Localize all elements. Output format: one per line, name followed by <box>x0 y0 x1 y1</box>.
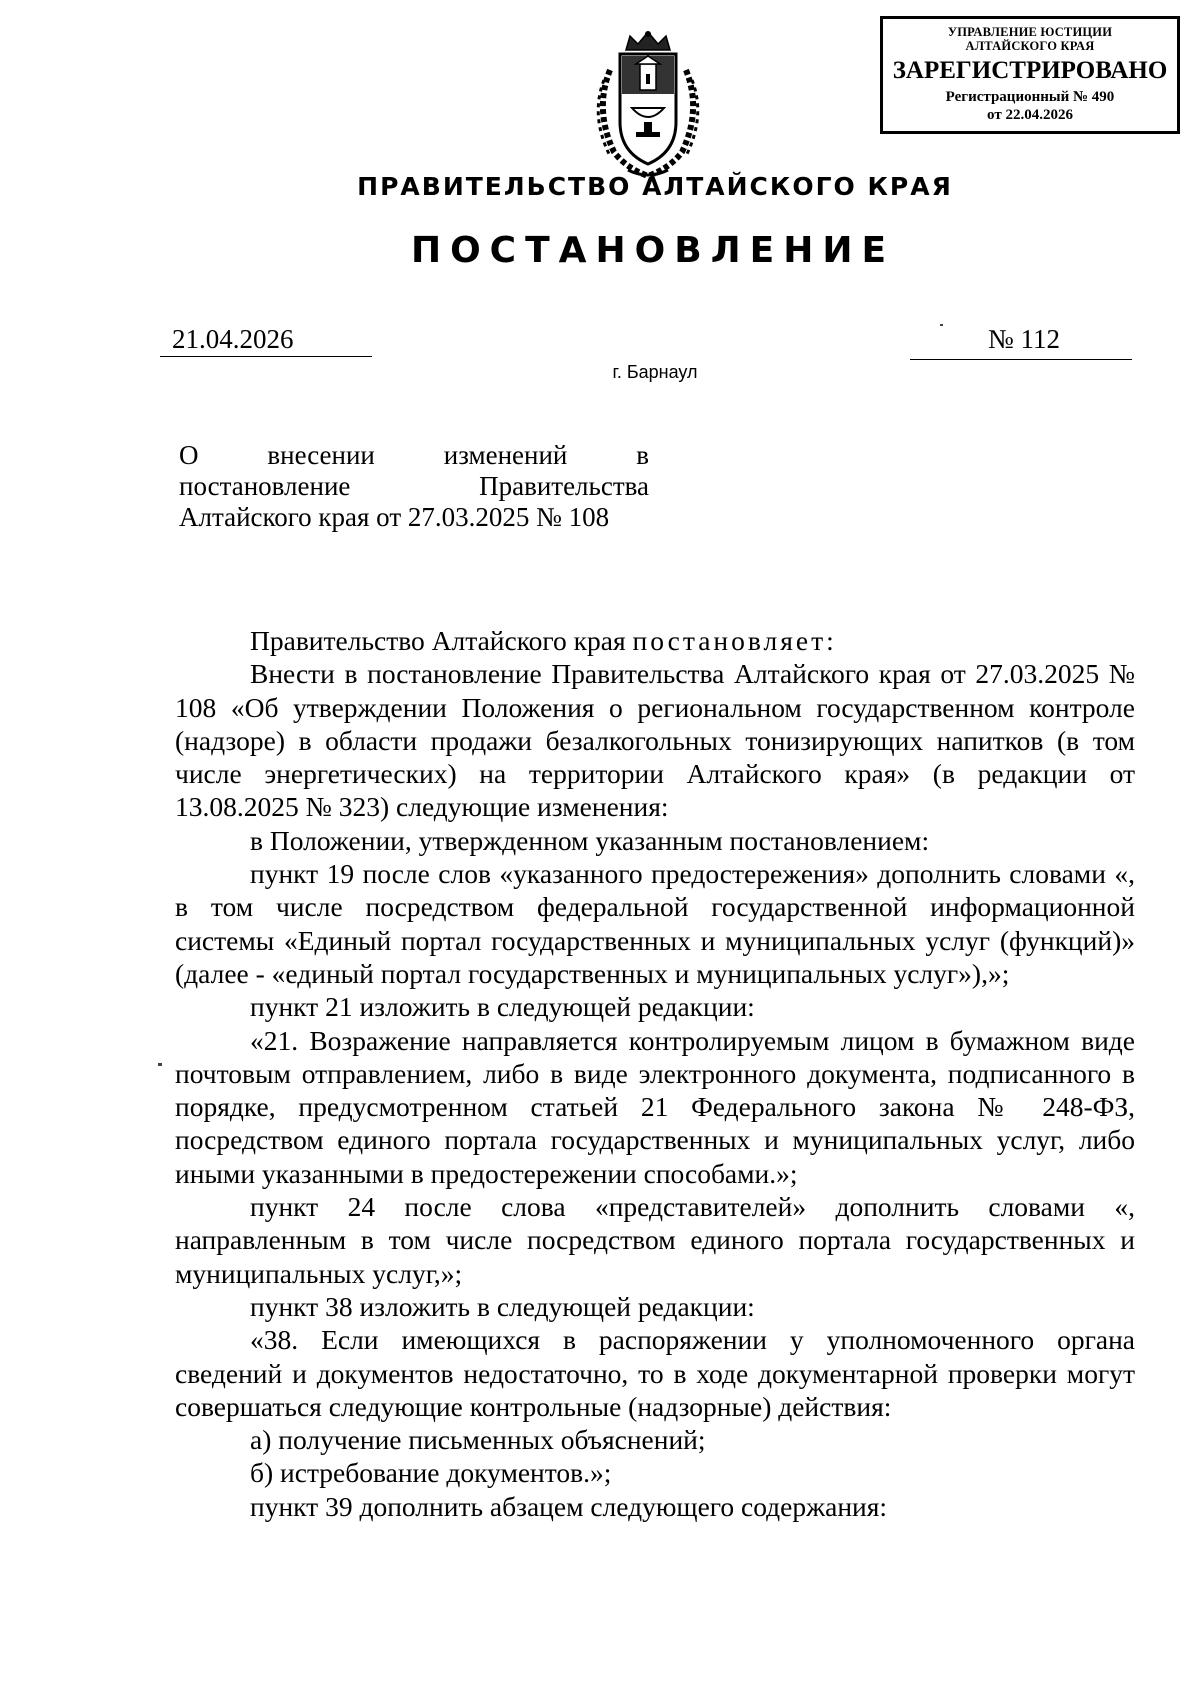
body-intro-text: Правительство Алтайского края <box>250 625 633 656</box>
city-name: г. Барнаул <box>612 362 698 382</box>
body-paragraph: а) получение письменных объяснений; <box>250 1424 706 1456</box>
body-intro-decree-word: постановляет: <box>632 625 837 656</box>
document-date: 21.04.2026 <box>172 324 294 354</box>
body-paragraph: «38. Если имеющихся в распоряжении у уполномоченного органа сведений и документов недостаточно, то в ходе документарной проверки могут совершаться следующие контрольные (надзорные) действия: <box>175 1324 1135 1422</box>
stamp-authority-line-1: УПРАВЛЕНИЕ ЮСТИЦИИ <box>947 25 1113 39</box>
body-paragraph: Внести в постановление Правительства Алтайского края от 27.03.2025 № 108 «Об утверждении Положения о региональном государственном контроле (надзоре) в области продажи безалкогольных тонизирующих напитков (в том числе энергетических) на территории Алтайского края» (в редакции от 13.08.2025 № 323) следующие изменения: <box>175 658 1135 823</box>
body-paragraph: «21. Возражение направляется контролируемым лицом в бумажном виде почтовым отправлением, либо в виде электронного документа, подписанного в порядке, предусмотренном статьей 21 Федерального закона № 248-ФЗ, посредством единого портала государственных и муниципальных услуг, либо иными указанными в предостережении способами.»; <box>175 1024 1135 1189</box>
registration-stamp <box>880 16 1180 134</box>
stamp-authority-line-2: АЛТАЙСКОГО КРАЯ <box>965 39 1095 53</box>
document-subject <box>179 440 649 533</box>
body-paragraph: пункт 21 изложить в следующей редакции: <box>250 991 755 1023</box>
coat-of-arms-emblem <box>580 30 716 180</box>
subject-line-3: Алтайского края от 27.03.2025 № 108 <box>179 502 610 532</box>
body-paragraph: пункт 19 после слов «указанного предостережения» дополнить словами «, в том числе посредством федеральной государственной информационной системы «Единый портал государственных и муниципальных услуг (функций)» (далее - «единый портал государственных и муниципальных услуг»),»; <box>175 858 1135 989</box>
subject-line-2: постановление Правительства <box>179 471 649 501</box>
document-body <box>175 624 1135 1523</box>
body-paragraph: пункт 38 изложить в следующей редакции: <box>250 1290 755 1322</box>
body-paragraph: пункт 24 после слова «представителей» дополнить словами «, направленным в том числе посредством единого портала государственных и муниципальных услуг,»; <box>175 1191 1135 1289</box>
document-type-title: ПОСТАНОВЛЕНИЕ <box>410 230 896 271</box>
stamp-registration-date: от 22.04.2026 <box>987 107 1073 123</box>
body-paragraph-intro <box>175 624 1135 657</box>
document-number: № 112 <box>988 324 1061 354</box>
scan-speck <box>940 324 943 326</box>
subject-line-1: О внесении изменений в <box>179 440 649 470</box>
date-underline <box>160 356 372 357</box>
stamp-registered-label: ЗАРЕГИСТРИРОВАНО <box>892 57 1168 84</box>
scan-speck <box>158 1063 162 1066</box>
body-paragraph: пункт 39 дополнить абзацем следующего содержания: <box>250 1490 888 1522</box>
body-paragraph: б) истребование документов.»; <box>250 1457 612 1489</box>
stamp-registration-number: Регистрационный № 490 <box>945 89 1115 105</box>
body-paragraph: в Положении, утвержденном указанным постановлением: <box>250 824 930 856</box>
government-title: ПРАВИТЕЛЬСТВО АЛТАЙСКОГО КРАЯ <box>357 172 953 201</box>
number-underline <box>910 359 1132 360</box>
